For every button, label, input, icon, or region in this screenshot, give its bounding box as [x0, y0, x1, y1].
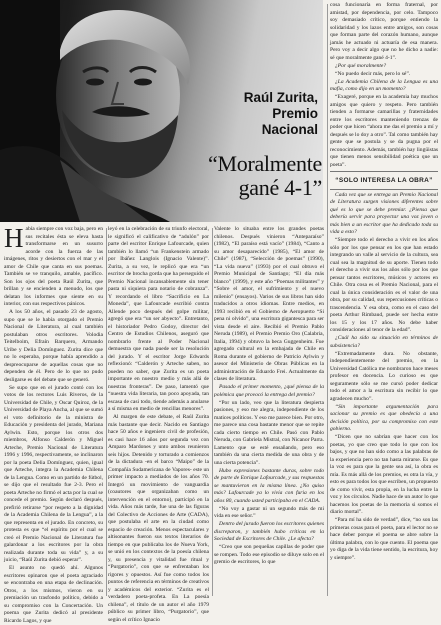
- interview-question: “Sin importante argumentación para sacionar su premio es que obedecía a una decisión política, por su compromiso con este gobierno.: [330, 403, 438, 432]
- article-column-1: [4, 223, 103, 624]
- column-divider: [106, 228, 107, 596]
- quote-line: “Moralmente: [208, 151, 322, 176]
- interview-answer: “Creo que son pequeñas capillas de poder que se rompen. Todo ese episodio se diluye solo en el gremio de escritores, lo que: [214, 544, 324, 565]
- paragraph: Se supo que en el jurado contó con los votos de los rectores Luis Riveros, de la Universidad de Chile, y Oscar Quiroz, de la Universidad de Playa Ancha, al que se sumó el voto definitorio de la ministra de Educación y presidenta del jurado, Mariana Aylwin. Esto, porque los otros dos miembros, Alfonso Calderón y Miguel Arteche, Premio Nacional de Literatura 1996 y 1996, respectivamente, se inclinaron por la poeta Delia Domínguez, quien, igual que Arteche, integra la Academia Chilena de la Lengua. Como en un partido de fútbol, se dijo que el resultado fue 2-3. Pero el poeta Arteche no firmó el acta por la cual se concede el premio. Según declaró después, prefirió retirarse “por respeto a la dignidad de la Academia Chilena de la Lengua”, a la que representa en el jurado. En concreto, su protesta es que “el espíritu por el cual se creó el Premio Nacional de Literatura fue galardonar a los escritores por la obra realizada durante toda su vida” y, a su juicio, “Raúl Zurita debió esperar”.: [4, 384, 103, 563]
- interview-answer: “Extremadamente dura. No obstante, independientemente del premio, en la Universidad Católica me nombraron hace meses profesor en docencia. Lo curioso es que seguramente sólo se me cursó poder dedicar todo el amor a la escritura sin recibir lo que agradecen mucho”.: [330, 350, 438, 402]
- interview-question: Cada vez que se entrega un Premio Nacional de Literatura surgen visiones diferentes sobre qué es lo que se debe premiar. ¿Piensa que debería servir para proyectar una voz joven o más bien a un escritor que ha dedicado toda su vida a esto?: [330, 191, 438, 235]
- article-column-3: [214, 226, 324, 598]
- interview-answer: “Para mí ha sido de verdad”, dice, “no son las primeras cosas para el poeta, para el lector no se hace deber porque el poema se abre sobre la última palabra, con lo que cuento. El poema que yo diga de la vida tiene sentido, la escritura, hoy y siempre”.: [330, 517, 438, 561]
- interview-question: Hubo expresiones bastante duras, sobre todo de parte de Enrique Lafourcade, y sus respuestas se mantuvieron en la misma línea. ¿No quiso más? Lafourcade ya lo vivía con furia en los años 80, cuando usted participaba en el CADA.: [214, 467, 324, 504]
- interview-answer: “Dicen que no sabrían que hacer con los poetas, yo que creo que todo lo que con los bajos, y que no han sido como a las palabras de la experiencia pero no tan hasta mirarse. Es que la voz es para que la gente sea así, la obra es mía. Es más allá de los premios, es otra la vía, y esto es para todos los que escriben, un propuesto de como vivir, esta propia, en la lucha entre la voz y los círculos. Nadie hace de un autor lo que hacemos los poetas de la memoria si somos el diario mortal”.: [330, 434, 438, 515]
- interview-question: ¿Cuál ha sido su situación en términos de subsistencia?: [330, 335, 438, 349]
- headline-line: Raúl Zurita,: [243, 90, 318, 105]
- interview-answer: “Exageré, porque en la academia hay muchos amigos que quiero y respeto. Pero también tienden a formarse camarillas y fraternidades entre los escritores manteniendo trenzas de poder que hicen “ahora me das el premio a mí y después se lo doy a otro”. Tal como también hay gente que se postula y se da pugna por el reconocimiento. Además, también hay lingüistas que tienen menos sensibilidad poética que un poeta”.: [330, 94, 438, 168]
- section-rule: [330, 171, 438, 172]
- quote-line: gané 4-1”: [238, 175, 322, 200]
- paragraph: El asunto no quedó ahí. Algunos escritores opinaron que el poeta agraciado se encontraba en una etapa de declinación. Otros, a los mismos, vieron en su premiación un trasfondo político, debido a su compromiso con la Concertación. Un poema que Zurita dedicó al presidente Ricardo Lagos, y que: [4, 565, 103, 624]
- paragraph: Al margen de este debate, el Raúl Zurita más bastante que decir. Nacido en Santiago hace 50 años e ingeniero civil de profesión, es casi hace 16 años por segunda vez con Amparo Mardones y unto ambos reunieron seis hijos. Detenido y torturado a comienzos de la dictadura -en el barco “Maipo” de la Compañía Sudamericana de Vapores- este un primer impacto a mediados de los años 70. Integró un movimiento de vanguardia (coautores que organizaban como un intervención en el entorno), participó en la vida. Años más tarde, fue una de las figuras del Colectivo de Acciones de Arte (CADA), que postulaba el arte en la ciudad como espacio de creación. Menos espectaculares y altisonantes fueron sus textos literarios de tiempo en que publicaba los de Nueva York, se unió en los contextos de la poesía chilena y, su presencia y vitalidad fue ritual y “Purgatorio”, con que se enfrentaban los rigores y opuestos. Así fue como todos los puntos de referencia en términos de creativos y académicos del exterior. “Zurita es el verdadero poeta-profeta. En La poesía chilena”, el título de un autor el año 1979 público su primer libro, “Purgatorio”, que según el crítico Ignacio: [108, 414, 209, 623]
- interview-question: Pasado el primer momento, ¿qué piensa de la polémica que provocó la entrega del premio?: [214, 384, 324, 398]
- interview-answer: cosa funcionaría en forma fraternal, por amistad, por dependencia, por celo. Tampoco soy demasiado crítico, porque entiendo la solidaridad y los lazos entre amigos, son cosas que forman parte del corazón humano, aunque jamás he actuado ni actuaría de esa manera. Pero voy a decir algo que no he dicho a nadie: sé que moralmente gané 4-1”.: [330, 2, 438, 61]
- paragraph: leyó en la celebración de su triunfo electoral, le significó el calificativo de “adulón” por parte del escritor Enrique Lafourcade, quien también lo llamó “un Frankenstein armado por Ibáñez Langlois (Ignacio Valente)”. Zurita, a su vez, le replicó que era “un escritor de brocha gorda que ha perseguido el Premio Nacional incansablemente sin tener pasta ni siquiera para notario de cobranza”. Y recordando el libro “Sacrificio en La Moneda”, que Lafourcade escribió contra Allende poco después del golpe militar, agregó que era “un ser abyecto”. Entretanto, el historiador Pedro Godoy, director del Centro de Estudios Chilenos, aseguró que nombrarlo frente al Poder Nacional demuestra que nada puede ser la resolución del jurado. Y el escritor Jorge Edwards reflexionó: “Calderón y Arteche saben, no pueden no saber, que Zurita es un poeta importante en nuestro medio y más allá de nuestras fronteras”. De paso, lamentó que “nuestra vida literaria, tan poco apoyada, tan escasa de casi todo, tiende además a anularse a sí misma en medio de rencillas menores”.: [108, 226, 209, 412]
- interview-question: ¿La Academia Chilena de la Lengua es una mafia, como dijo en un momento?: [330, 78, 438, 92]
- interview-question: Dentro del jurado fueron los escritores quienes discreparon, y también hubo críticas en la Sociedad de Escritores de Chile. ¿Le afecta?: [214, 521, 324, 542]
- interview-question: ¿Por qué moralmente?: [335, 62, 387, 69]
- article-column-2: [108, 226, 209, 623]
- interview-answer: “No voy a gastar ni un segundo más de mi vida en ese señor.”: [214, 505, 324, 519]
- paragraph: A los 50 años, el pasado 23 de agosto, supo que se le había otorgado el Premio Nacional de Literatura, al cual también postulaban otros escritores. Volodia Teitelboim, Efraín Barquero, Armando Uribe y Delia Domínguez. Zurita dice que no lo esperaba, porque había aprendido a despreocuparse de aquellas cosas que no dependen de él. Pero de lo que no pudo desligarse es del debate que se generó.: [4, 309, 103, 383]
- interview-answer: “Por un lado, veo que la literatura despierta pasiones, y eso me alegra, independiente de los matices políticos. Y eso me parece bien. Por otro, me parece una cosa bastante menor que se repite cada cierto tiempo en Chile. Pasó con Pablo Neruda, con Gabriela Mistral, con Nicanor Parra. Lamento que se esté ensañando, pero eso también da una cierta medida de una obra y de una cierta potencia”.: [214, 399, 324, 466]
- interview-answer: “Siempre todo el derecho a vivir en los años sólo por los que pensar en los que han estado integrando un valle al servicio de la cultura, sea cual sea la magnitud de su aporte. Tienen todo el derecho a vivir sus los años sólo por los que pensar tantos escritores, músicos y actores en Chile. Otra cosa es el Premio Nacional, para el cual la única consideración es el valor de una obra, por su calidad, sus repercusiones críticas o trascendencia. Y esa obra, como en el caso del poeta Arthur Rimbaud, puede ser hecha entre los 15 y los 17 años. No debe haber consideraciones al tenor de la edad”.: [330, 237, 438, 333]
- interview-answer: “No puedo decir más, pero lo sé”.: [335, 70, 411, 77]
- paragraph: Valente lo situaba entre los grandes poetas chilenos. Después vinieron “Anteparaíso” (1982), “El paraíso está vacío” (1984), “Canto a su amor desaparecido” (1985), “El amor de Chile” (1987), “Selección de poemas” (1990), “La vida nueva” (1993) por el cual obtuvo el Premio Municipal de Santiago; “El día más blanco” (1999), y este año “Poemas militantes” y “Sobre el amor, el sufrimiento y el nuevo milenio” (ensayos). Varios de sus libros han sido traducidos a otros idiomas. Entre medios, en 1993 recibió en el Gobierno de Aeropuerto “Si pena ni olvido”, una escritura gigantesca para ser vista desde el aire. Recibió el Premio Pablo Neruda (1989), el Premio Premio Oro (Calabria, Italia, 1994) y obtuvo la beca Guggenheim. Fue agregado cultural en la embajada de Chile en Roma durante el gobierno de Patricio Aylwin y asesor del Ministerio de Obras Públicas en la administración de Eduardo Frei. Actualmente da clases de literatura.: [214, 226, 324, 382]
- column-divider: [327, 4, 328, 596]
- headline-line: Premio: [272, 106, 318, 121]
- drop-cap: H: [4, 223, 24, 253]
- headline: [214, 90, 318, 138]
- column-divider: [212, 228, 213, 596]
- pull-quote: [204, 152, 322, 200]
- section-subhead: “SOLO INTERESA LA OBRA”: [335, 177, 433, 184]
- article-column-4: [330, 2, 438, 598]
- section-rule: [330, 189, 438, 190]
- lead-paragraph: [4, 223, 103, 309]
- headline-line: Nacional: [261, 122, 318, 137]
- paragraph-text: abía siempre con voz baja, pero en sus recitales ésta se eleva hasta transformarse en un susurro acorde con la fuerza de las imágenes, ritos y desiertos con el mar y el amor de Chile que canta en sus poemas. También se ve tranquilo, amable, pacífico. Son los ojos del poeta Raúl Zurita, que brillan y se encienden a menudo, los que delatan los informes que siente en su interior, con sus respectivos pánicos.: [4, 226, 103, 307]
